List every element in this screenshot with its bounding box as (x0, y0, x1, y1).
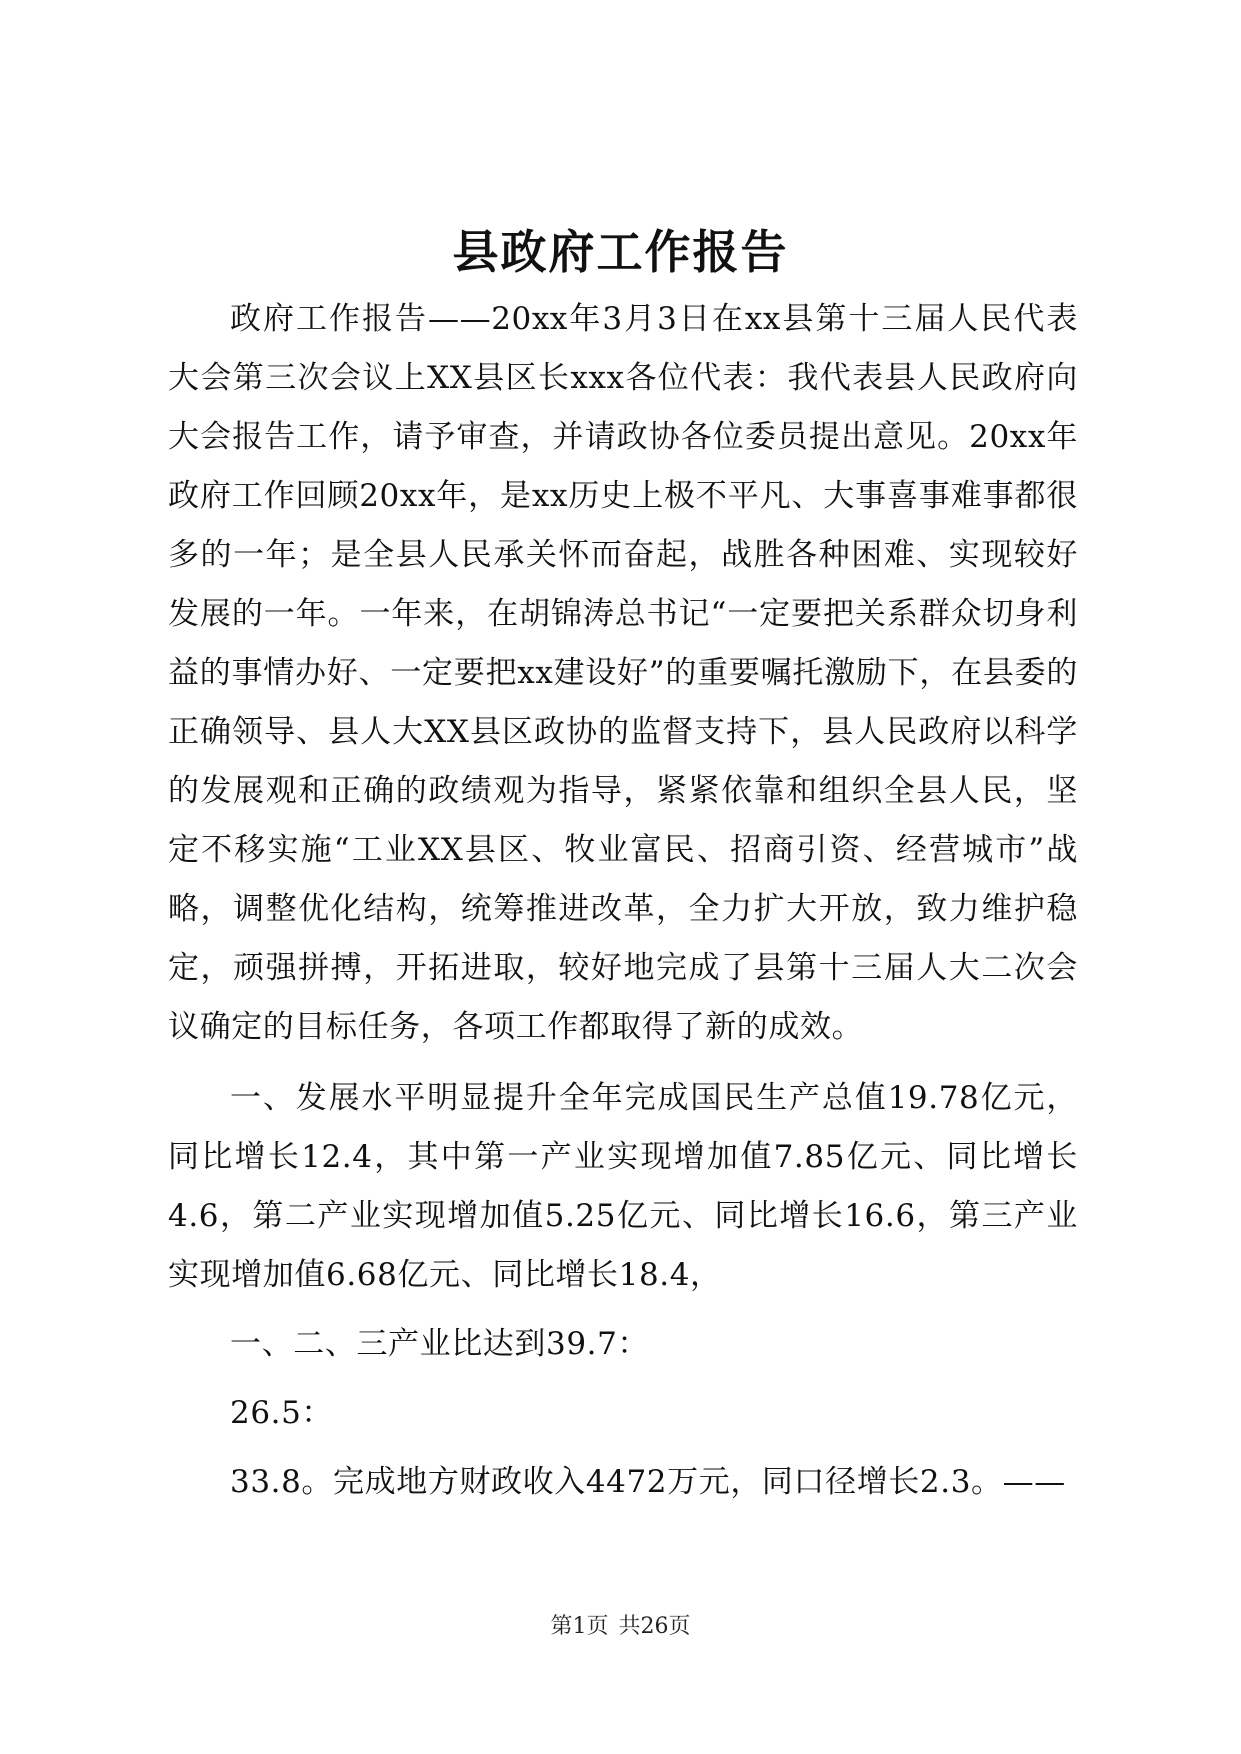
page-number: 第1页 (550, 1614, 609, 1639)
page-footer (0, 1612, 1241, 1642)
paragraph-fiscal-revenue: 33.8。完成地方财政收入4472万元，同口径增长2.3。—— (230, 1464, 1066, 1500)
paragraph-development: 一、发展水平明显提升全年完成国民生产总值19.78亿元，同比增长12.4，其中第一产业实现增加值7.85亿元、同比增长4.6，第二产业实现增加值5.25亿元、同比增长16.6，第三产业实现增加值6.68亿元、同比增长18.4， (168, 1080, 1078, 1293)
paragraph-ratio-second: 26.5： (230, 1395, 334, 1431)
document-body (168, 290, 1078, 1512)
page-total: 共26页 (618, 1614, 691, 1639)
paragraph-intro: 政府工作报告——20xx年3月3日在xx县第十三届人民代表大会第三次会议上XX县区长xxx各位代表：我代表县人民政府向大会报告工作，请予审查，并请政协各位委员提出意见。20xx年政府工作回顾20xx年，是xx历史上极不平凡、大事喜事难事都很多的一年；是全县人民承关怀而奋起，战胜各种困难、实现较好发展的一年。一年来，在胡锦涛总书记“一定要把关系群众切身利益的事情办好、一定要把xx建设好”的重要嘱托激励下，在县委的正确领导、县人大XX县区政协的监督支持下，县人民政府以科学的发展观和正确的政绩观为指导，紧紧依靠和组织全县人民，坚定不移实施“工业XX县区、牧业富民、招商引资、经营城市”战略，调整优化结构，统筹推进改革，全力扩大开放，致力维护稳定，顽强拼搏，开拓进取，较好地完成了县第十三届人大二次会议确定的目标任务，各项工作都取得了新的成效。 (168, 301, 1078, 1045)
paragraph-industry-ratio: 一、二、三产业比达到39.7： (230, 1326, 650, 1362)
document-title: 县政府工作报告 (452, 225, 789, 279)
